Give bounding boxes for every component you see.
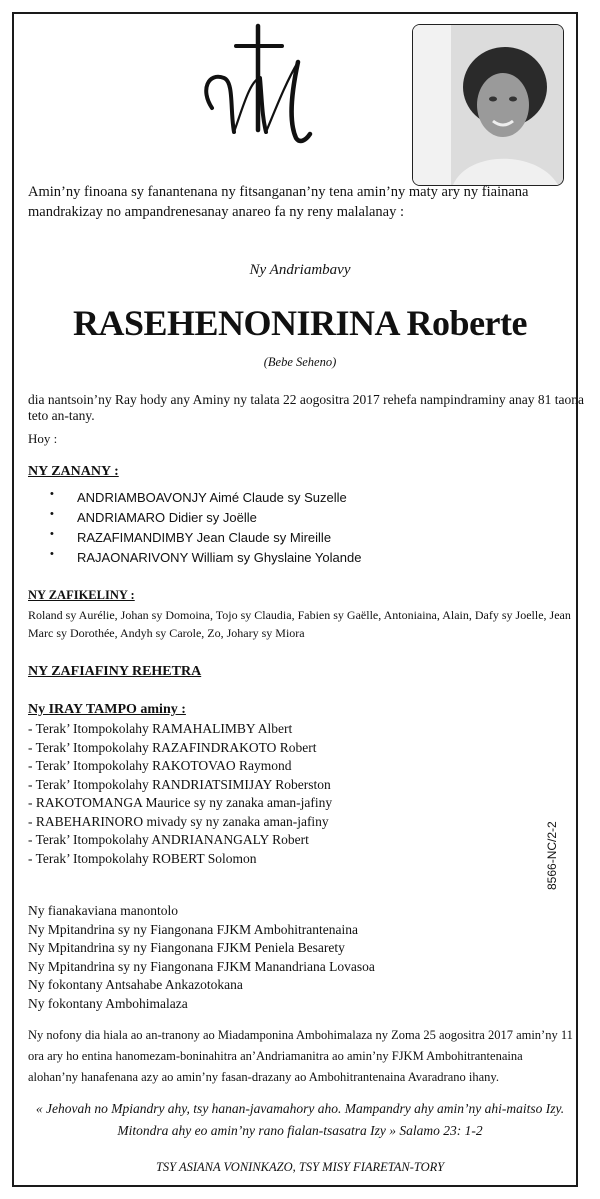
footer-note: TSY ASIANA VONINKAZO, TSY MISY FIARETAN-TORY bbox=[155, 1160, 445, 1174]
portrait-image-icon bbox=[413, 25, 563, 185]
cross-monogram-logo bbox=[190, 20, 320, 150]
ad-reference-code: 8566-NC/2-2 bbox=[545, 821, 559, 890]
deceased-name: RASEHENONIRINA Roberte bbox=[72, 303, 527, 343]
list-item: Ny fokontany Ambohimalaza bbox=[28, 995, 188, 1011]
bullet-icon: • bbox=[50, 528, 54, 540]
list-item: - Terak’ Itompokolahy RAKOTOVAO Raymond bbox=[28, 758, 292, 773]
list-item: - Terak’ Itompokolahy RAZAFINDRAKOTO Robert bbox=[28, 739, 317, 755]
list-item: Ny fokontany Antsahabe Ankazotokana bbox=[28, 977, 243, 992]
list-item: Ny Mpitandrina sy ny Fiangonana FJKM Peniela Besarety bbox=[28, 940, 345, 955]
death-notice: dia nantsoin’ny Ray hody any Aminy ny talata 22 aogositra 2017 rehefa nampindraminy anay 81 taona teto an-tany. bbox=[28, 392, 584, 423]
zafikeliny-heading: NY ZAFIKELINY : bbox=[28, 588, 135, 602]
list-item: - Terak’ Itompokolahy ANDRIANANGALY Robert bbox=[28, 832, 309, 847]
bullet-icon: • bbox=[50, 508, 54, 520]
others-list bbox=[28, 902, 375, 1013]
verse-line: « Jehovah no Mpiandry ahy, tsy hanan-javamahory aho. Mampandry ahy amin’ny ahi-maitso Izy. bbox=[35, 1101, 565, 1116]
iray-tampo-heading: Ny IRAY TAMPO aminy : bbox=[28, 702, 186, 717]
zafiafiny-heading: NY ZAFIAFINY REHETRA bbox=[28, 664, 202, 679]
nickname: (Bebe Seheno) bbox=[263, 355, 337, 369]
zanany-heading: NY ZANANY : bbox=[28, 464, 119, 479]
list-item: - Terak’ Itompokolahy ROBERT Solomon bbox=[28, 850, 257, 866]
hoy-label: Hoy : bbox=[28, 431, 58, 446]
list-item: - RAKOTOMANGA Maurice sy ny zanaka aman-jafiny bbox=[28, 795, 333, 810]
iray-tampo-list bbox=[28, 720, 332, 868]
list-item: - RABEHARINORO mivady sy ny zanaka aman-jafiny bbox=[28, 813, 329, 829]
list-item: Ny Mpitandrina sy ny Fiangonana FJKM Ambohitrantenaina bbox=[28, 921, 358, 937]
bullet-icon: • bbox=[50, 548, 54, 560]
list-item: - Terak’ Itompokolahy RAMAHALIMBY Albert bbox=[28, 721, 293, 736]
zafikeliny-text: Roland sy Aurélie, Johan sy Domoina, Tojo sy Claudia, Fabien sy Gaëlle, Antoniaina, Alain, Dafy sy Joelle, Jean Marc sy Dorothée, Andyh sy Carole, Zo, Johary sy Miora bbox=[28, 608, 571, 640]
title-prefix: Ny Andriambavy bbox=[249, 262, 351, 278]
funeral-paragraph: Ny nofony dia hiala ao an-tranony ao Miadamponina Ambohimalaza ny Zoma 25 aogositra 2017 amin’ny 11 ora ary ho entina hanomezam-boninahitra an’Andriamanitra ao amin’ny FJKM Ambohitrantenaina alohan’ny hanafenana azy ao amin’ny fasan-drazany ao Ambohitrantenaina Avaradrano ihany. bbox=[28, 1028, 573, 1084]
portrait-photo bbox=[412, 24, 564, 186]
bullet-icon: • bbox=[50, 488, 54, 500]
verse-line: Mitondra ahy eo amin’ny rano fialan-tsasatra Izy » Salamo 23: 1-2 bbox=[117, 1123, 483, 1138]
list-item: Ny Mpitandrina sy ny Fiangonana FJKM Manandriana Lovasoa bbox=[28, 958, 375, 974]
intro-paragraph: Amin’ny finoana sy fanantenana ny fitsanganan’ny tena amin’ny maty ary ny fiainana mandrakizay no ampandrenesanay anareo fa ny reny malalanay : bbox=[28, 184, 529, 220]
list-item: - Terak’ Itompokolahy RANDRIATSIMIJAY Roberston bbox=[28, 776, 331, 792]
list-item: Ny fianakaviana manontolo bbox=[28, 903, 178, 918]
bible-verse bbox=[0, 1098, 600, 1142]
